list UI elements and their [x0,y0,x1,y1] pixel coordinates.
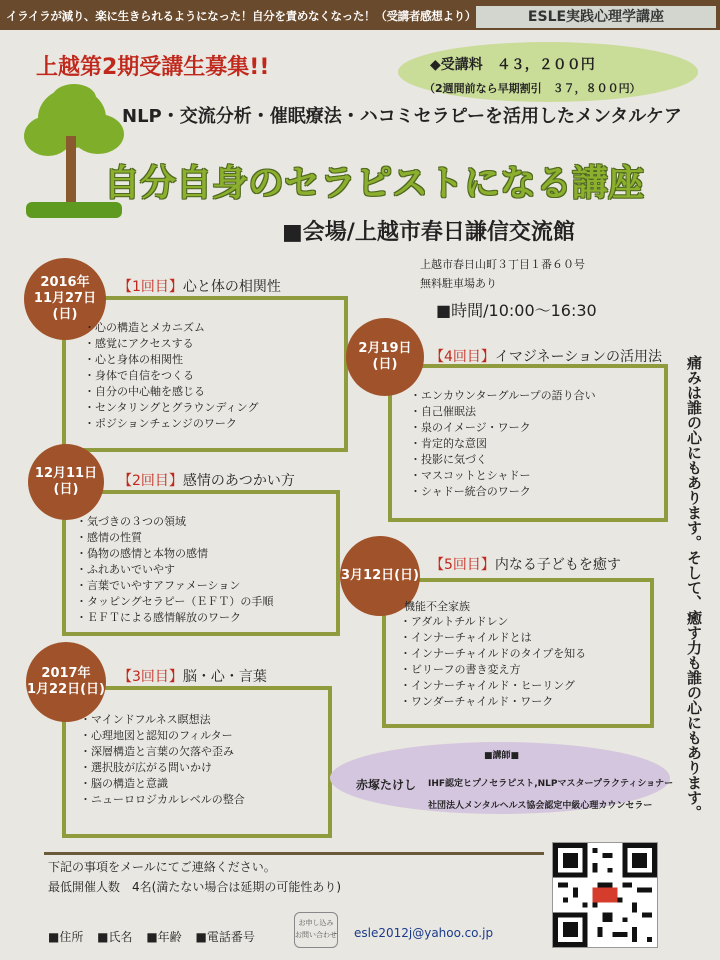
field-address: ■住所 [48,930,84,944]
session-title-2 [118,470,295,490]
session-number: 【5回目】 [430,557,495,573]
field-age: ■年齢 [146,930,182,944]
list-item: ・ ポジションチェンジのワーク [84,416,258,432]
speaker-credential-2: 社団法人メンタルヘルス協会認定中級心理カウンセラー [428,801,653,811]
date-day: 1月22日(日) [26,682,106,697]
list-item: ・ 心理地図と認知のフィルター [80,728,245,744]
testimonial-tagline: イライラが減り、楽に生きられるようになった！自分を責めなくなった！（受講者感想より） [6,9,477,23]
session-number: 【3回目】 [118,669,183,685]
session-topic: イマジネーションの活用法 [494,349,662,365]
session-topic: 内なる子どもを癒す [494,557,621,573]
list-item: ・ 選択肢が広がる問いかけ [80,760,245,776]
list-item: ・ 言葉でいやすアファメーション [76,578,273,594]
list-item: ・ ビリーフの書き変え方 [400,662,586,678]
list-item: ・ 深層構造と言葉の欠落や歪み [80,744,245,760]
speaker-heading: ■講師■ [484,751,520,761]
venue: ■会場/上越市春日謙信交流館 [282,220,575,245]
speaker-credential-1: IHF認定ヒプノセラピスト,NLPマスタープラクティショナー [428,779,674,789]
list-item: ・ シャドー統合のワーク [410,484,596,500]
list-item: ・ インナーチャイルドとは [400,630,586,646]
session-items-2 [76,514,273,626]
brand-label: ESLE実践心理学講座 [476,6,716,28]
qr-code-icon[interactable] [552,842,658,948]
session-number: 【2回目】 [118,473,183,489]
fee-early-discount: （2週間前なら早期割引 ３７，８００円） [424,82,641,95]
list-item: ・ 肯定的な意図 [410,436,596,452]
session-title-5 [430,554,621,574]
list-item: ・ 泉のイメージ・ワーク [410,420,596,436]
list-item: ・ インナーチャイルド・ヒーリング [400,678,586,694]
date-year: 2017年 [41,666,91,681]
session-date-badge-2 [28,444,104,520]
list-item: ・ エンカウンターグループの語り合い [410,388,596,404]
list-item: ・ タッピングセラピー（ＥＦＴ）の手順 [76,594,273,610]
field-phone: ■電話番号 [195,930,255,944]
session-date-badge-3 [26,642,106,722]
list-item: ・ インナーチャイルドのタイプを知る [400,646,586,662]
date-year: 2016年 [40,275,90,290]
session-items-4 [410,388,596,500]
session-topic: 脳・心・言葉 [182,669,267,685]
list-item: ・ センタリングとグラウンディング [84,400,258,416]
contact-email[interactable]: esle2012j@yahoo.co.jp [354,926,494,940]
session-topic: 心と体の相関性 [182,279,281,295]
session-time: ■時間/10:00～16:30 [436,301,597,320]
vertical-message: 痛みは誰の心にもあります。そして、癒す力も誰の心にもあります。 [685,355,703,820]
footer-divider [44,852,544,855]
list-item: ・ 脳の構造と意識 [80,776,245,792]
parking-note: 無料駐車場あり [420,277,497,290]
date-day: 3月12日(日) [340,568,420,583]
recruit-heading: 上越第2期受講生募集!! [36,55,270,80]
contact-instructions: 下記の事項をメールにてご連絡ください。 [48,860,276,874]
list-item: ・ 心と身体の相関性 [84,352,258,368]
list-item: ・ ニューロロジカルレベルの整合 [80,792,245,808]
session-number: 【4回目】 [430,349,495,365]
list-item: ・ マスコットとシャドー [410,468,596,484]
fee-price: ◆受講料 ４３，２００円 [430,57,595,73]
list-item: ・ ふれあいでいやす [76,562,273,578]
inquiry-stamp: お申し込み お問い合わせ [294,912,338,948]
session-topic: 感情のあつかい方 [182,473,295,489]
session-items-3 [80,712,245,808]
session-title-3 [118,666,267,686]
list-item: ・ 気づきの３つの領域 [76,514,273,530]
field-name: ■氏名 [97,930,133,944]
list-item: ・ ＥＦＴによる感情解放のワーク [76,610,273,626]
required-fields [48,928,265,945]
subtitle: NLP・交流分析・催眠療法・ハコミセラピーを活用したメンタルケア [122,106,682,127]
list-item: ・ マインドフルネス瞑想法 [80,712,245,728]
session-title-4 [430,346,662,366]
main-title: 自分自身のセラピストになる講座 [104,163,645,204]
list-item: ・ 心の構造とメカニズム [84,320,258,336]
date-day: 2月19日(日) [358,341,412,372]
list-item: ・ アダルトチルドレン [400,614,586,630]
session-intro: 機能不全家族 [404,600,470,613]
list-item: ・ 感情の性質 [76,530,273,546]
session-date-badge-4 [346,318,424,396]
minimum-attendance: 最低開催人数 4名(満たない場合は延期の可能性あり) [48,880,342,894]
list-item: ・ 偽物の感情と本物の感情 [76,546,273,562]
list-item: ・ 感覚にアクセスする [84,336,258,352]
speaker-name: 赤塚たけし [356,778,417,792]
list-item: ・ 身体で自信をつくる [84,368,258,384]
session-number: 【1回目】 [118,279,183,295]
list-item: ・ 自己催眠法 [410,404,596,420]
date-day: 11月27日(日) [33,291,97,322]
list-item: ・ 自分の中心軸を感じる [84,384,258,400]
venue-address: 上越市春日山町３丁目１番６０号 [420,258,585,271]
session-title-1 [118,276,281,296]
list-item: ・ ワンダーチャイルド・ワーク [400,694,586,710]
date-day: 12月11日(日) [34,466,98,497]
session-items-5 [400,614,586,710]
session-items-1 [84,320,258,432]
list-item: ・ 投影に気づく [410,452,596,468]
